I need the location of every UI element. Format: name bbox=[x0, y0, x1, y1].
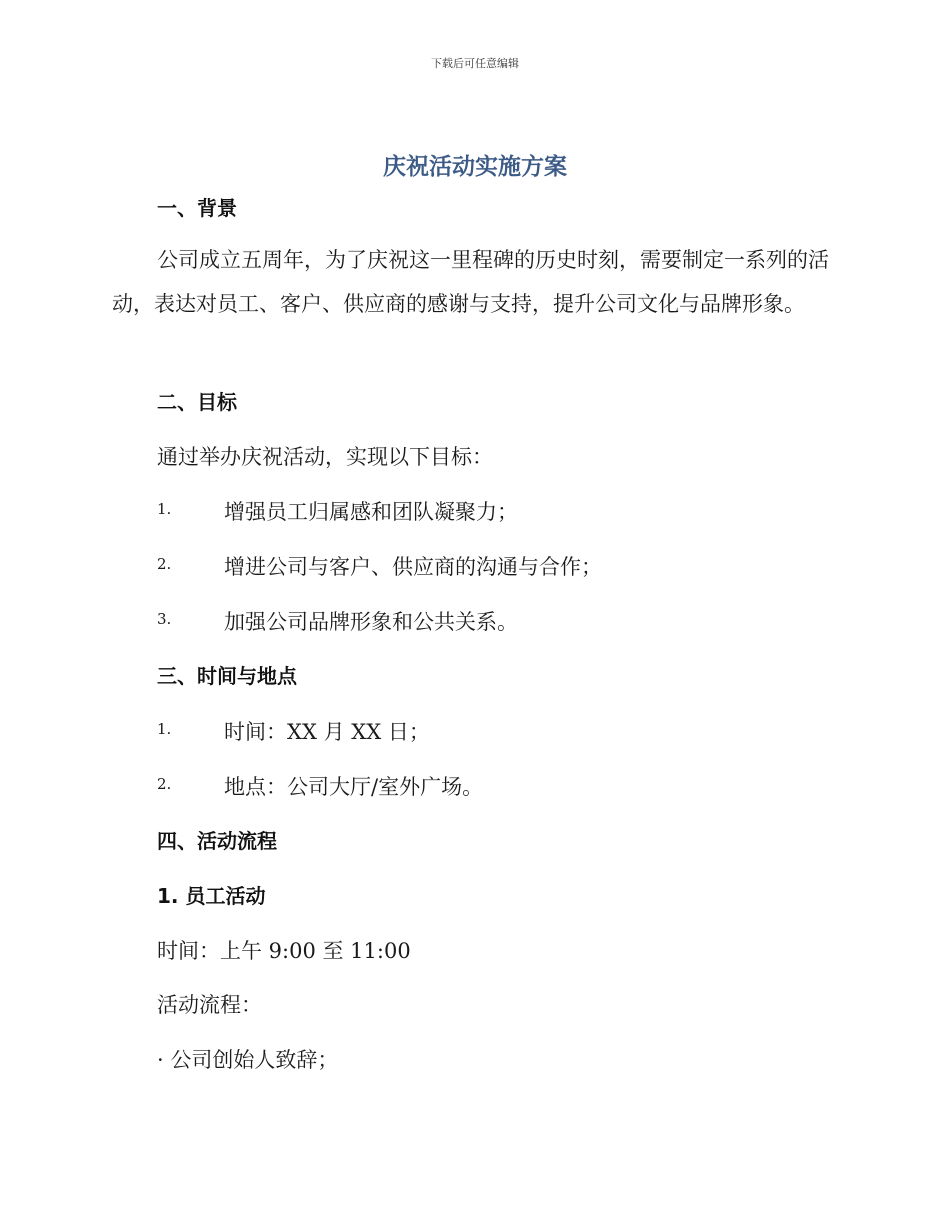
goal-number-3: 3. bbox=[157, 610, 172, 628]
place-item: 地点：公司大厅/室外广场。 bbox=[224, 775, 484, 799]
time-place-number-1: 1. bbox=[157, 720, 172, 738]
goal-number-1: 1. bbox=[157, 500, 172, 518]
time-item: 时间：XX 月 XX 日； bbox=[224, 720, 430, 744]
heading-goals: 二、目标 bbox=[157, 390, 237, 414]
background-paragraph: 公司成立五周年，为了庆祝这一里程碑的历史时刻，需要制定一系列的活动，表达对员工、客户、供应商的感谢与支持，提升公司文化与品牌形象。 bbox=[112, 248, 829, 316]
goals-intro: 通过举办庆祝活动，实现以下目标： bbox=[157, 445, 493, 469]
heading-flow: 四、活动流程 bbox=[157, 829, 277, 853]
heading-time-place: 三、时间与地点 bbox=[157, 664, 297, 688]
heading-background: 一、背景 bbox=[157, 196, 237, 220]
activity-time: 时间：上午 9:00 至 11:00 bbox=[157, 939, 411, 963]
time-place-number-2: 2. bbox=[157, 775, 172, 793]
flow-bullet-item: · 公司创始人致辞； bbox=[157, 1048, 339, 1072]
subheading-employee-activity: 1. 员工活动 bbox=[157, 884, 266, 908]
header-note: 下载后可任意编辑 bbox=[431, 57, 519, 70]
goal-item-1: 增强员工归属感和团队凝聚力； bbox=[224, 500, 518, 524]
goal-item-2: 增进公司与客户、供应商的沟通与合作； bbox=[224, 555, 602, 579]
goal-item-3: 加强公司品牌形象和公共关系。 bbox=[224, 610, 518, 634]
goal-number-2: 2. bbox=[157, 555, 172, 573]
activity-flow-label: 活动流程： bbox=[157, 993, 262, 1017]
document-title: 庆祝活动实施方案 bbox=[383, 154, 567, 180]
